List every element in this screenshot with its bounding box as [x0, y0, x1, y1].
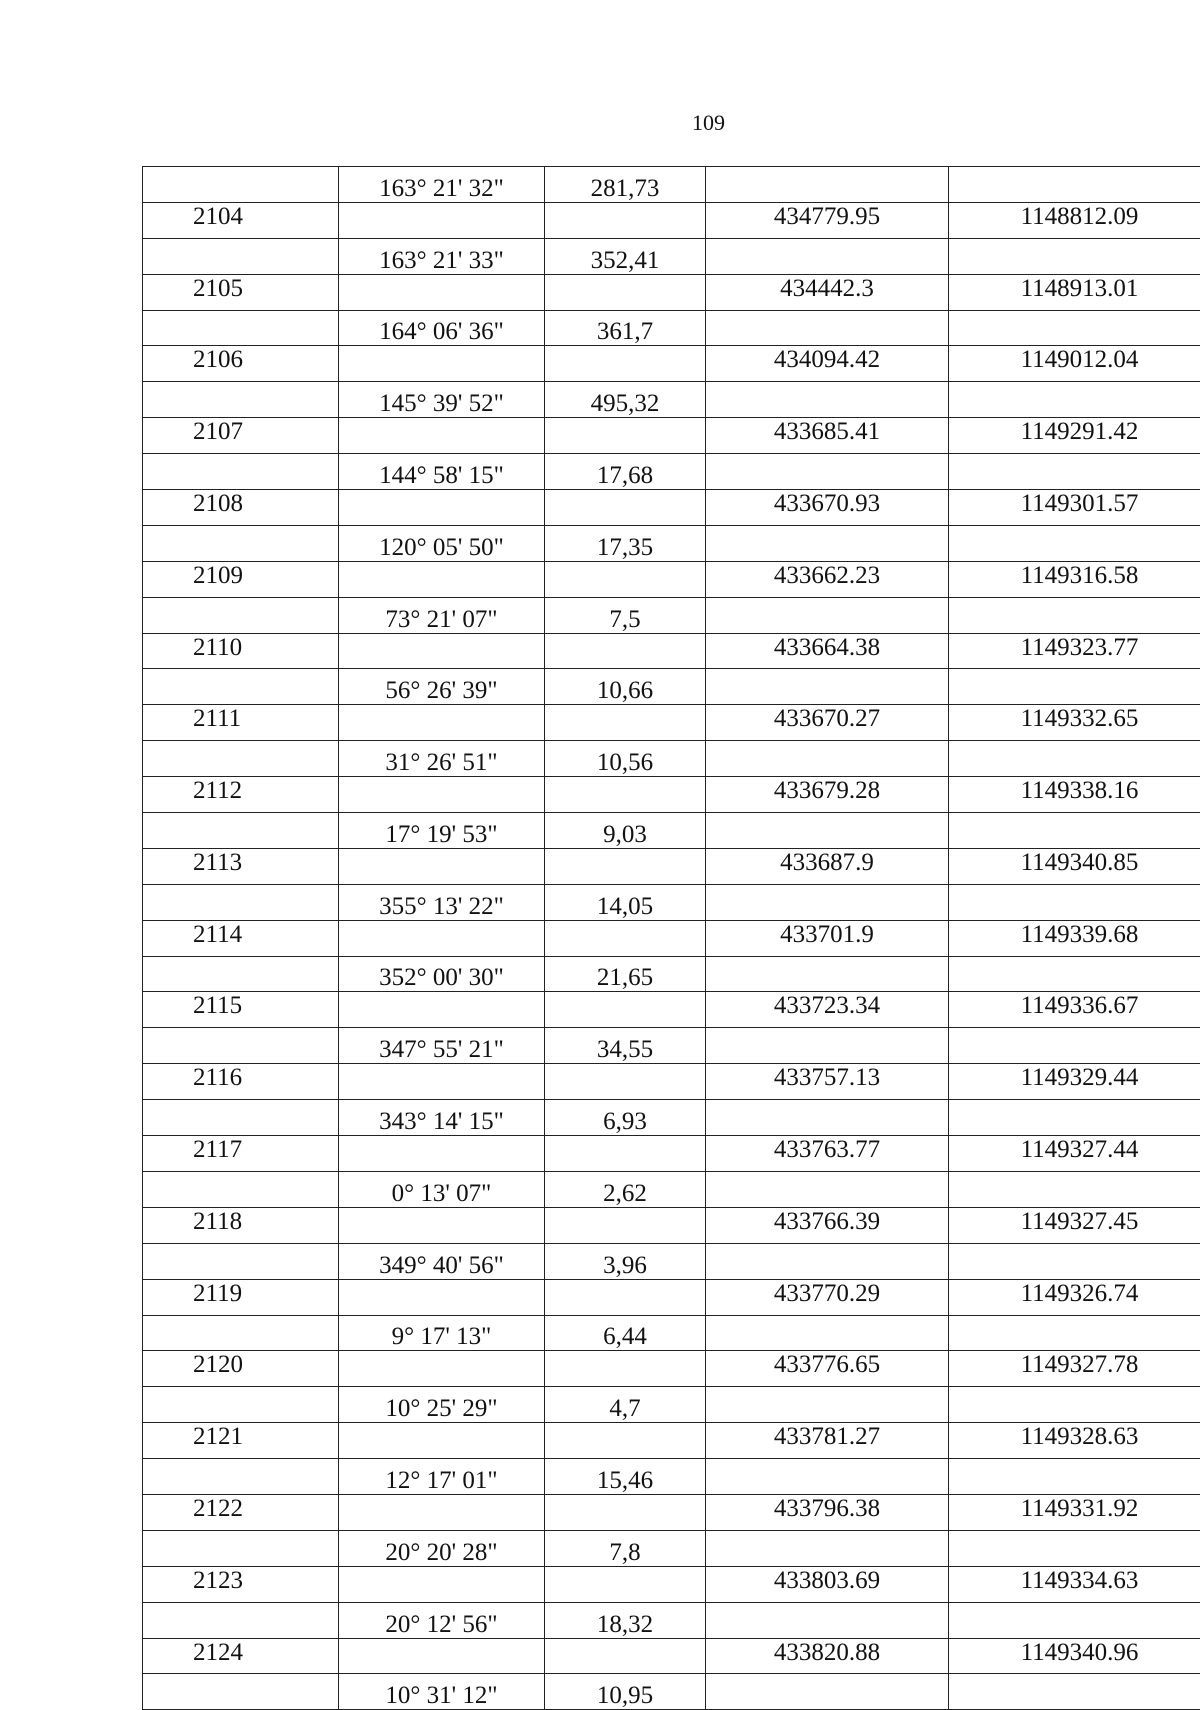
direction-angle-cell: 12° 17' 01" — [339, 1459, 545, 1495]
y-coordinate-cell: 1149326.74 — [949, 1279, 1200, 1315]
point-row — [143, 418, 1200, 454]
x-coordinate-cell: 433820.88 — [706, 1638, 949, 1674]
x-coordinate-cell — [706, 597, 949, 633]
point-row — [143, 1566, 1200, 1602]
distance-cell — [545, 490, 706, 526]
direction-angle-cell: 10° 31' 12" — [339, 1674, 545, 1710]
y-coordinate-cell — [949, 1028, 1200, 1064]
point-number-cell — [143, 669, 339, 705]
distance-cell: 10,66 — [545, 669, 706, 705]
point-row — [143, 1423, 1200, 1459]
distance-cell: 361,7 — [545, 310, 706, 346]
point-number-cell: 2119 — [143, 1279, 339, 1315]
point-number-cell: 2104 — [143, 202, 339, 238]
direction-angle-cell — [339, 1279, 545, 1315]
distance-cell — [545, 992, 706, 1028]
x-coordinate-cell — [706, 1100, 949, 1136]
segment-row — [143, 454, 1200, 490]
point-number-cell — [143, 382, 339, 418]
point-row — [143, 705, 1200, 741]
point-row — [143, 274, 1200, 310]
point-number-cell — [143, 1602, 339, 1638]
y-coordinate-cell: 1148913.01 — [949, 274, 1200, 310]
point-row — [143, 848, 1200, 884]
y-coordinate-cell: 1149340.96 — [949, 1638, 1200, 1674]
point-number-cell: 2107 — [143, 418, 339, 454]
point-number-cell: 2112 — [143, 777, 339, 813]
x-coordinate-cell: 433679.28 — [706, 777, 949, 813]
point-number-cell: 2106 — [143, 346, 339, 382]
point-row — [143, 202, 1200, 238]
direction-angle-cell — [339, 920, 545, 956]
y-coordinate-cell — [949, 1315, 1200, 1351]
direction-angle-cell — [339, 1494, 545, 1530]
segment-row — [143, 813, 1200, 849]
point-number-cell: 2113 — [143, 848, 339, 884]
y-coordinate-cell: 1149329.44 — [949, 1064, 1200, 1100]
point-number-cell — [143, 1171, 339, 1207]
x-coordinate-cell: 433766.39 — [706, 1207, 949, 1243]
direction-angle-cell — [339, 1064, 545, 1100]
point-number-cell: 2120 — [143, 1351, 339, 1387]
point-row — [143, 561, 1200, 597]
direction-angle-cell: 355° 13' 22" — [339, 884, 545, 920]
y-coordinate-cell: 1149316.58 — [949, 561, 1200, 597]
direction-angle-cell — [339, 561, 545, 597]
point-number-cell — [143, 956, 339, 992]
coordinates-table — [142, 166, 1200, 1710]
x-coordinate-cell — [706, 669, 949, 705]
y-coordinate-cell — [949, 238, 1200, 274]
y-coordinate-cell: 1149012.04 — [949, 346, 1200, 382]
y-coordinate-cell: 1149339.68 — [949, 920, 1200, 956]
x-coordinate-cell — [706, 1028, 949, 1064]
direction-angle-cell: 163° 21' 32" — [339, 167, 545, 203]
distance-cell — [545, 1136, 706, 1172]
distance-cell: 281,73 — [545, 167, 706, 203]
direction-angle-cell — [339, 777, 545, 813]
point-row — [143, 1638, 1200, 1674]
segment-row — [143, 1171, 1200, 1207]
y-coordinate-cell: 1149327.78 — [949, 1351, 1200, 1387]
point-number-cell: 2115 — [143, 992, 339, 1028]
y-coordinate-cell — [949, 167, 1200, 203]
x-coordinate-cell — [706, 1171, 949, 1207]
point-number-cell — [143, 813, 339, 849]
distance-cell: 6,93 — [545, 1100, 706, 1136]
point-row — [143, 1351, 1200, 1387]
distance-cell — [545, 1207, 706, 1243]
point-number-cell — [143, 1028, 339, 1064]
segment-row — [143, 167, 1200, 203]
direction-angle-cell — [339, 992, 545, 1028]
direction-angle-cell — [339, 1638, 545, 1674]
point-row — [143, 346, 1200, 382]
point-number-cell: 2109 — [143, 561, 339, 597]
point-number-cell: 2111 — [143, 705, 339, 741]
point-number-cell — [143, 1315, 339, 1351]
x-coordinate-cell — [706, 1243, 949, 1279]
direction-angle-cell — [339, 1207, 545, 1243]
x-coordinate-cell — [706, 813, 949, 849]
distance-cell — [545, 920, 706, 956]
distance-cell: 3,96 — [545, 1243, 706, 1279]
point-number-cell: 2105 — [143, 274, 339, 310]
x-coordinate-cell — [706, 884, 949, 920]
distance-cell — [545, 705, 706, 741]
y-coordinate-cell: 1149334.63 — [949, 1566, 1200, 1602]
distance-cell — [545, 1064, 706, 1100]
y-coordinate-cell — [949, 1243, 1200, 1279]
point-number-cell: 2114 — [143, 920, 339, 956]
x-coordinate-cell: 433687.9 — [706, 848, 949, 884]
x-coordinate-cell — [706, 382, 949, 418]
point-number-cell — [143, 1243, 339, 1279]
distance-cell: 4,7 — [545, 1387, 706, 1423]
x-coordinate-cell: 434094.42 — [706, 346, 949, 382]
direction-angle-cell: 164° 06' 36" — [339, 310, 545, 346]
y-coordinate-cell — [949, 597, 1200, 633]
point-number-cell: 2123 — [143, 1566, 339, 1602]
segment-row — [143, 1315, 1200, 1351]
x-coordinate-cell — [706, 525, 949, 561]
x-coordinate-cell: 433701.9 — [706, 920, 949, 956]
direction-angle-cell: 347° 55' 21" — [339, 1028, 545, 1064]
y-coordinate-cell — [949, 1387, 1200, 1423]
point-number-cell — [143, 167, 339, 203]
distance-cell — [545, 848, 706, 884]
point-number-cell — [143, 454, 339, 490]
direction-angle-cell: 9° 17' 13" — [339, 1315, 545, 1351]
point-row — [143, 1064, 1200, 1100]
point-number-cell — [143, 1459, 339, 1495]
y-coordinate-cell — [949, 1100, 1200, 1136]
page-number: 109 — [0, 110, 1200, 136]
point-number-cell — [143, 1674, 339, 1710]
segment-row — [143, 1459, 1200, 1495]
segment-row — [143, 382, 1200, 418]
point-row — [143, 920, 1200, 956]
x-coordinate-cell — [706, 454, 949, 490]
segment-row — [143, 884, 1200, 920]
y-coordinate-cell: 1148812.09 — [949, 202, 1200, 238]
point-row — [143, 992, 1200, 1028]
x-coordinate-cell: 434442.3 — [706, 274, 949, 310]
y-coordinate-cell: 1149328.63 — [949, 1423, 1200, 1459]
y-coordinate-cell — [949, 525, 1200, 561]
direction-angle-cell — [339, 633, 545, 669]
distance-cell: 495,32 — [545, 382, 706, 418]
x-coordinate-cell: 433796.38 — [706, 1494, 949, 1530]
x-coordinate-cell: 433803.69 — [706, 1566, 949, 1602]
direction-angle-cell: 20° 12' 56" — [339, 1602, 545, 1638]
direction-angle-cell: 73° 21' 07" — [339, 597, 545, 633]
distance-cell: 21,65 — [545, 956, 706, 992]
direction-angle-cell: 17° 19' 53" — [339, 813, 545, 849]
point-number-cell: 2124 — [143, 1638, 339, 1674]
point-number-cell — [143, 525, 339, 561]
distance-cell: 14,05 — [545, 884, 706, 920]
direction-angle-cell: 0° 13' 07" — [339, 1171, 545, 1207]
x-coordinate-cell — [706, 310, 949, 346]
y-coordinate-cell — [949, 956, 1200, 992]
point-row — [143, 777, 1200, 813]
direction-angle-cell: 349° 40' 56" — [339, 1243, 545, 1279]
point-row — [143, 1207, 1200, 1243]
table-body — [143, 167, 1200, 1710]
x-coordinate-cell: 433662.23 — [706, 561, 949, 597]
x-coordinate-cell — [706, 238, 949, 274]
distance-cell — [545, 1423, 706, 1459]
x-coordinate-cell — [706, 1315, 949, 1351]
point-number-cell: 2122 — [143, 1494, 339, 1530]
x-coordinate-cell: 433763.77 — [706, 1136, 949, 1172]
x-coordinate-cell: 433723.34 — [706, 992, 949, 1028]
direction-angle-cell — [339, 1136, 545, 1172]
segment-row — [143, 238, 1200, 274]
point-number-cell: 2108 — [143, 490, 339, 526]
y-coordinate-cell — [949, 1530, 1200, 1566]
distance-cell: 2,62 — [545, 1171, 706, 1207]
y-coordinate-cell — [949, 1602, 1200, 1638]
point-number-cell — [143, 1100, 339, 1136]
point-number-cell — [143, 741, 339, 777]
distance-cell: 352,41 — [545, 238, 706, 274]
x-coordinate-cell — [706, 956, 949, 992]
point-row — [143, 1494, 1200, 1530]
distance-cell: 15,46 — [545, 1459, 706, 1495]
direction-angle-cell — [339, 1566, 545, 1602]
x-coordinate-cell: 433776.65 — [706, 1351, 949, 1387]
segment-row — [143, 1028, 1200, 1064]
y-coordinate-cell — [949, 310, 1200, 346]
y-coordinate-cell: 1149301.57 — [949, 490, 1200, 526]
distance-cell — [545, 346, 706, 382]
distance-cell — [545, 1494, 706, 1530]
distance-cell — [545, 561, 706, 597]
x-coordinate-cell: 433670.93 — [706, 490, 949, 526]
x-coordinate-cell: 434779.95 — [706, 202, 949, 238]
distance-cell — [545, 1638, 706, 1674]
point-row — [143, 490, 1200, 526]
y-coordinate-cell — [949, 813, 1200, 849]
distance-cell: 10,95 — [545, 1674, 706, 1710]
segment-row — [143, 1530, 1200, 1566]
direction-angle-cell: 163° 21' 33" — [339, 238, 545, 274]
direction-angle-cell — [339, 274, 545, 310]
distance-cell: 18,32 — [545, 1602, 706, 1638]
x-coordinate-cell — [706, 741, 949, 777]
segment-row — [143, 956, 1200, 992]
x-coordinate-cell — [706, 1459, 949, 1495]
distance-cell — [545, 777, 706, 813]
direction-angle-cell: 31° 26' 51" — [339, 741, 545, 777]
y-coordinate-cell — [949, 884, 1200, 920]
x-coordinate-cell: 433685.41 — [706, 418, 949, 454]
segment-row — [143, 1243, 1200, 1279]
y-coordinate-cell — [949, 741, 1200, 777]
direction-angle-cell: 145° 39' 52" — [339, 382, 545, 418]
x-coordinate-cell: 433757.13 — [706, 1064, 949, 1100]
point-number-cell: 2116 — [143, 1064, 339, 1100]
direction-angle-cell — [339, 418, 545, 454]
point-number-cell: 2117 — [143, 1136, 339, 1172]
direction-angle-cell — [339, 848, 545, 884]
distance-cell — [545, 1566, 706, 1602]
y-coordinate-cell: 1149332.65 — [949, 705, 1200, 741]
y-coordinate-cell — [949, 1171, 1200, 1207]
distance-cell: 7,5 — [545, 597, 706, 633]
y-coordinate-cell: 1149327.44 — [949, 1136, 1200, 1172]
point-number-cell — [143, 310, 339, 346]
y-coordinate-cell: 1149340.85 — [949, 848, 1200, 884]
direction-angle-cell — [339, 705, 545, 741]
distance-cell: 6,44 — [545, 1315, 706, 1351]
x-coordinate-cell — [706, 167, 949, 203]
segment-row — [143, 597, 1200, 633]
distance-cell — [545, 202, 706, 238]
point-number-cell — [143, 884, 339, 920]
y-coordinate-cell: 1149291.42 — [949, 418, 1200, 454]
x-coordinate-cell: 433664.38 — [706, 633, 949, 669]
direction-angle-cell — [339, 202, 545, 238]
y-coordinate-cell — [949, 1674, 1200, 1710]
direction-angle-cell: 120° 05' 50" — [339, 525, 545, 561]
distance-cell — [545, 633, 706, 669]
direction-angle-cell — [339, 346, 545, 382]
y-coordinate-cell — [949, 1459, 1200, 1495]
y-coordinate-cell — [949, 454, 1200, 490]
x-coordinate-cell — [706, 1530, 949, 1566]
direction-angle-cell — [339, 1423, 545, 1459]
x-coordinate-cell: 433670.27 — [706, 705, 949, 741]
direction-angle-cell: 343° 14' 15" — [339, 1100, 545, 1136]
point-row — [143, 633, 1200, 669]
y-coordinate-cell — [949, 382, 1200, 418]
y-coordinate-cell: 1149323.77 — [949, 633, 1200, 669]
y-coordinate-cell: 1149338.16 — [949, 777, 1200, 813]
point-number-cell — [143, 238, 339, 274]
point-number-cell — [143, 597, 339, 633]
direction-angle-cell — [339, 490, 545, 526]
segment-row — [143, 1100, 1200, 1136]
x-coordinate-cell: 433770.29 — [706, 1279, 949, 1315]
direction-angle-cell: 20° 20' 28" — [339, 1530, 545, 1566]
segment-row — [143, 741, 1200, 777]
point-number-cell: 2110 — [143, 633, 339, 669]
point-number-cell: 2121 — [143, 1423, 339, 1459]
segment-row — [143, 1602, 1200, 1638]
distance-cell: 9,03 — [545, 813, 706, 849]
y-coordinate-cell — [949, 669, 1200, 705]
point-row — [143, 1279, 1200, 1315]
x-coordinate-cell — [706, 1602, 949, 1638]
y-coordinate-cell: 1149327.45 — [949, 1207, 1200, 1243]
point-row — [143, 1136, 1200, 1172]
distance-cell: 10,56 — [545, 741, 706, 777]
y-coordinate-cell: 1149331.92 — [949, 1494, 1200, 1530]
direction-angle-cell: 10° 25' 29" — [339, 1387, 545, 1423]
distance-cell — [545, 274, 706, 310]
point-number-cell — [143, 1530, 339, 1566]
distance-cell — [545, 418, 706, 454]
point-number-cell — [143, 1387, 339, 1423]
x-coordinate-cell — [706, 1387, 949, 1423]
distance-cell: 34,55 — [545, 1028, 706, 1064]
segment-row — [143, 1674, 1200, 1710]
distance-cell: 17,68 — [545, 454, 706, 490]
segment-row — [143, 669, 1200, 705]
x-coordinate-cell: 433781.27 — [706, 1423, 949, 1459]
distance-cell — [545, 1351, 706, 1387]
distance-cell: 7,8 — [545, 1530, 706, 1566]
distance-cell — [545, 1279, 706, 1315]
segment-row — [143, 310, 1200, 346]
segment-row — [143, 1387, 1200, 1423]
direction-angle-cell: 352° 00' 30" — [339, 956, 545, 992]
direction-angle-cell: 144° 58' 15" — [339, 454, 545, 490]
x-coordinate-cell — [706, 1674, 949, 1710]
point-number-cell: 2118 — [143, 1207, 339, 1243]
segment-row — [143, 525, 1200, 561]
distance-cell: 17,35 — [545, 525, 706, 561]
direction-angle-cell: 56° 26' 39" — [339, 669, 545, 705]
y-coordinate-cell: 1149336.67 — [949, 992, 1200, 1028]
direction-angle-cell — [339, 1351, 545, 1387]
